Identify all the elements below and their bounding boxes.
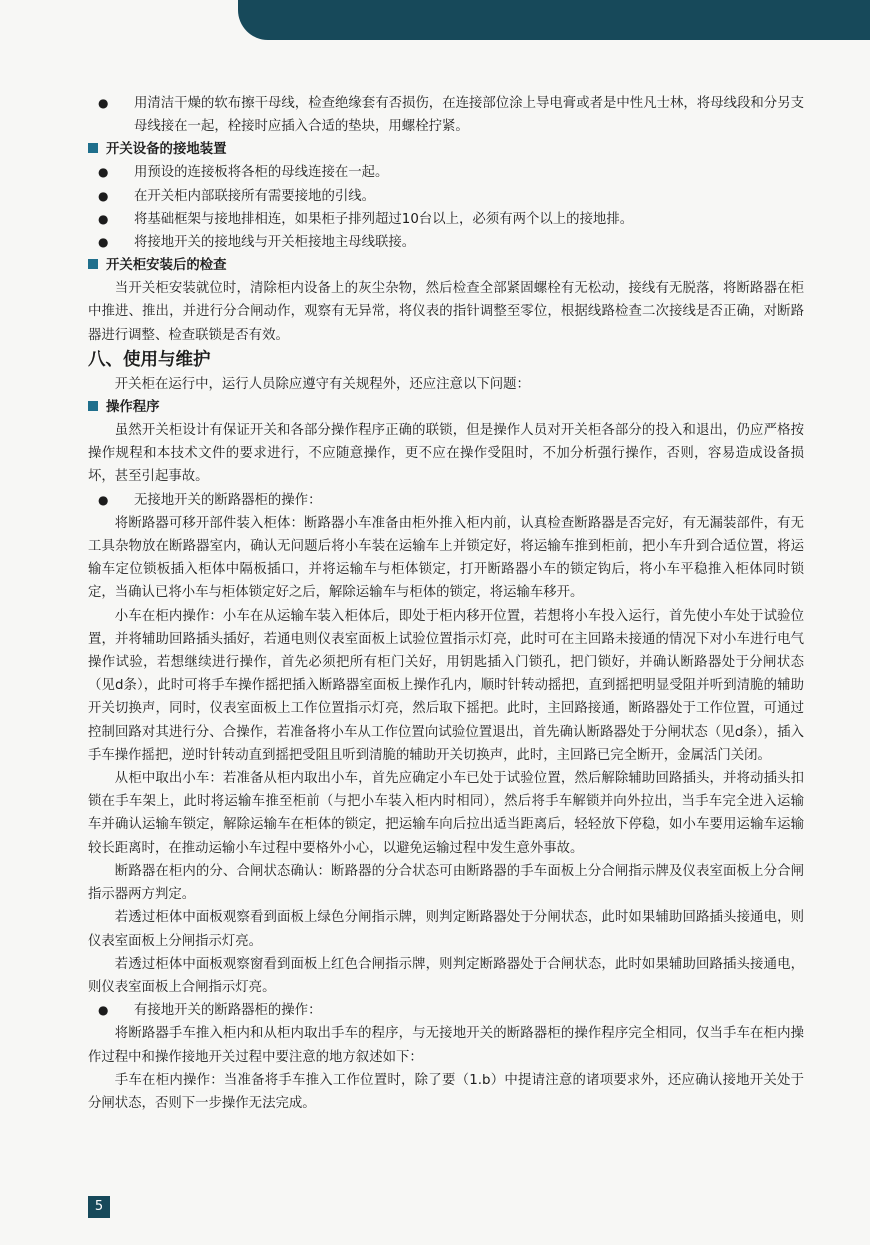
section-intro: 开关柜在运行中，运行人员除应遵守有关规程外，还应注意以下问题： xyxy=(114,376,530,392)
section-heading: 八、使用与维护 xyxy=(88,349,211,370)
paragraph: 将断路器可移开部件装入柜体：断路器小车准备由柜外推入柜内前，认真检查断路器是否完好，有无漏装部件，有无工具杂物放在断路器室内，确认无问题后将小车装在运输车上并锁定好，将运输车推到柜前，把小车升到合适位置，将运输车定位锁板插入柜体中隔板插口，并将运输车与柜体锁定，打开断路器小车的锁定钩后，将小车平稳推入柜体同时锁定，当确认已将小车与柜体锁定好之后，解除运输车与柜体的锁定，将运输车移开。 xyxy=(88,515,804,601)
paragraph: 虽然开关柜设计有保证开关和各部分操作程序正确的联锁，但是操作人员对开关柜各部分的投入和退出，仍应严格按操作规程和本技术文件的要求进行，不应随意操作，更不应在操作受阻时，不加分析强行操作，否则，容易造成设备损坏，甚至引起事故。 xyxy=(88,423,804,485)
list-item: ● 将接地开关的接地线与开关柜接地主母线联接。 xyxy=(88,231,804,254)
bullet-dot-icon: ● xyxy=(98,96,109,110)
square-marker-icon xyxy=(88,143,98,153)
paragraph: 断路器在柜内的分、合闸状态确认：断路器的分合状态可由断路器的手车面板上分合闸指示牌及仪表室面板上分合闸指示器两方判定。 xyxy=(88,863,804,903)
intro-bullet xyxy=(88,92,804,138)
paragraph: 若透过柜体中面板观察看到面板上绿色分闸指示牌，则判定断路器处于分闸状态，此时如果辅助回路插头接通电，则仪表室面板上分闸指示灯亮。 xyxy=(88,910,804,949)
square-marker-icon xyxy=(88,401,98,411)
paragraph: 将断路器手车推入柜内和从柜内取出手车的程序，与无接地开关的断路器柜的操作程序完全相同，仅当手车在柜内操作过程中和操作接地开关过程中要注意的地方叙述如下： xyxy=(88,1026,804,1065)
header-bar xyxy=(238,0,870,40)
paragraph: 若透过柜体中面板观察窗看到面板上红色合闸指示牌，则判定断路器处于合闸状态，此时如果辅助回路插头接通电，则仪表室面板上合闸指示灯亮。 xyxy=(88,956,804,995)
list-item: ● 在开关柜内部联接所有需要接地的引线。 xyxy=(88,185,804,208)
bullet-dot-icon: ● xyxy=(98,211,109,226)
procedure-heading: 操作程序 xyxy=(88,396,804,419)
intro-bullet-text: 用清洁干燥的软布擦干母线，检查绝缘套有否损伤，在连接部位涂上导电膏或者是中性凡士林，将母线段和分另支母线接在一起，栓接时应插入合适的垫块，用螺栓拧紧。 xyxy=(134,96,804,135)
post-install-heading: 开关柜安装后的检查 xyxy=(88,254,804,277)
paragraph: 从柜中取出小车：若准备从柜内取出小车，首先应确定小车已处于试验位置，然后解除辅助回路插头，并将动插头扣锁在手车架上，此时将运输车推至柜前（与把小车装入柜内时相同），然后将手车解锁并向外拉出，当手车完全进入运输车并确认运输车锁定，解除运输车在柜体的锁定，把运输车向后拉出适当距离后，轻轻放下停稳，如小车要用运输车运输较长距离时，在推动运输小车过程中要格外小心，以避免运输过程中发生意外事故。 xyxy=(88,771,804,856)
bullet-dot-icon: ● xyxy=(98,188,109,203)
page-number: 5 xyxy=(88,1196,110,1218)
bullet-dot-icon: ● xyxy=(98,165,109,180)
bullet-dot-icon: ● xyxy=(98,492,109,507)
list-item: ● 无接地开关的断路器柜的操作： xyxy=(88,489,804,512)
square-marker-icon xyxy=(88,259,98,269)
paragraph: 小车在柜内操作：小车在从运输车装入柜体后，即处于柜内移开位置，若想将小车投入运行，首先使小车处于试验位置，并将辅助回路插头插好，若通电则仪表室面板上试验位置指示灯亮，此时可在主回路未接通的情况下对小车进行电气操作试验，若想继续进行操作，首先必须把所有柜门关好，用钥匙插入门锁孔，把门锁好，并确认断路器处于分闸状态（见d条），此时可将手车操作摇把插入断路器室面板上操作孔内，顺时针转动摇把，直到摇把明显受阻并听到清脆的辅助开关切换声，同时，仪表室面板上工作位置指示灯亮，然后取下摇把。此时，主回路接通，断路器处于工作位置，可通过控制回路对其进行分、合操作，若准备将小车从工作位置向试验位置退出，首先确认断路器处于分闸状态（见d条），插入手车操作摇把，逆时针转动直到摇把受阻且听到清脆的辅助开关切换声，此时，主回路已完全断开，金属活门关闭。 xyxy=(88,608,804,763)
post-install-text: 当开关柜安装就位时，清除柜内设备上的灰尘杂物，然后检查全部紧固螺栓有无松动，接线有无脱落，将断路器在柜中推进、推出，并进行分合闸动作，观察有无异常，将仪表的指针调整至零位，根据线路检查二次接线是否正确，对断路器进行调整、检查联锁是否有效。 xyxy=(88,281,804,343)
list-item: ● 将基础框架与接地排相连，如果柜子排列超过10台以上，必须有两个以上的接地排。 xyxy=(88,208,804,231)
page-body xyxy=(88,92,804,1115)
paragraph: 手车在柜内操作：当准备将手车推入工作位置时，除了要（1.b）中提请注意的诸项要求外，还应确认接地开关处于分闸状态，否则下一步操作无法完成。 xyxy=(88,1072,804,1111)
grounding-heading: 开关设备的接地装置 xyxy=(88,138,804,161)
bullet-dot-icon: ● xyxy=(98,1003,109,1018)
list-item: ● 有接地开关的断路器柜的操作： xyxy=(88,999,804,1022)
list-item: ● 用预设的连接板将各柜的母线连接在一起。 xyxy=(88,161,804,184)
bullet-dot-icon: ● xyxy=(98,235,109,250)
